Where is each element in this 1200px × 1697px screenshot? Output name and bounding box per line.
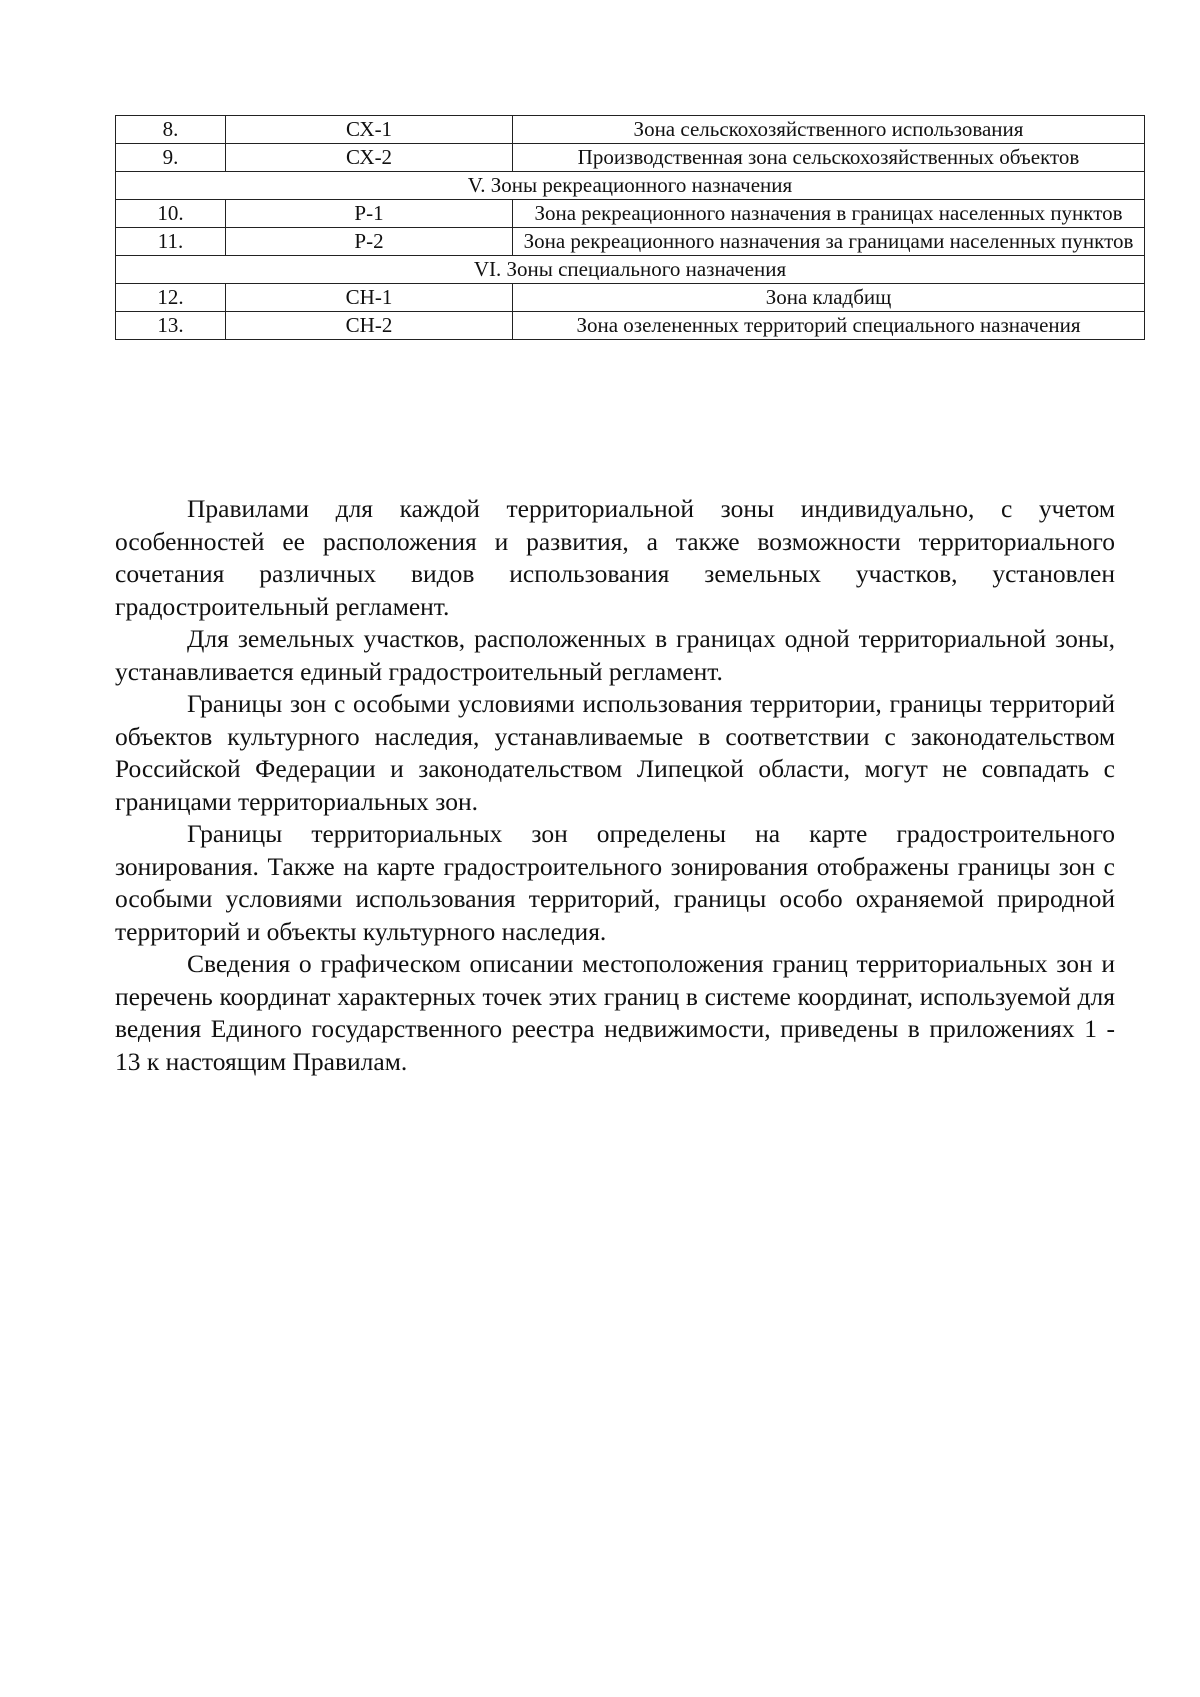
row-number: 8. [116,116,226,144]
zone-name: Зона озелененных территорий специального назначения [513,312,1145,340]
section-title: V. Зоны рекреационного назначения [116,172,1145,200]
zone-name: Производственная зона сельскохозяйственных объектов [513,144,1145,172]
zone-name: Зона сельскохозяйственного использования [513,116,1145,144]
zone-name: Зона рекреационного назначения в границах населенных пунктов [513,200,1145,228]
zone-code: СН-2 [226,312,513,340]
table-row [116,116,1145,144]
body-text [115,493,1115,1078]
paragraph: Границы зон с особыми условиями использования территории, границы территорий объектов культурного наследия, устанавливаемые в соответствии с законодательством Российской Федерации и законодательством Липецкой области, могут не совпадать с границами территориальных зон. [115,689,1115,816]
paragraph: Правилами для каждой территориальной зоны индивидуально, с учетом особенностей ее расположения и развития, а также возможности территориального сочетания различных видов использования земельных участков, установлен градостроительный регламент. [115,494,1115,621]
row-number: 9. [116,144,226,172]
section-title: VI. Зоны специального назначения [116,256,1145,284]
zone-code: СХ-1 [226,116,513,144]
zone-code: СН-1 [226,284,513,312]
zone-name: Зона кладбищ [513,284,1145,312]
table-row [116,312,1145,340]
section-row [116,172,1145,200]
table-row [116,200,1145,228]
row-number: 13. [116,312,226,340]
table-row [116,144,1145,172]
zone-code: Р-1 [226,200,513,228]
paragraph: Для земельных участков, расположенных в границах одной территориальной зоны, устанавливается единый градостроительный регламент. [115,624,1115,686]
section-row [116,256,1145,284]
zones-table [115,115,1145,340]
zone-code: Р-2 [226,228,513,256]
table-row [116,284,1145,312]
paragraph: Сведения о графическом описании местоположения границ территориальных зон и перечень координат характерных точек этих границ в системе координат, используемой для ведения Единого государственного реестра недвижимости, приведены в приложениях 1 - 13 к настоящим Правилам. [115,949,1115,1076]
row-number: 11. [116,228,226,256]
paragraph: Границы территориальных зон определены на карте градостроительного зонирования. Также на карте градостроительного зонирования отображены границы зон с особыми условиями использования территорий, границы особо охраняемой природной территорий и объекты культурного наследия. [115,819,1115,946]
row-number: 12. [116,284,226,312]
zone-name: Зона рекреационного назначения за границами населенных пунктов [513,228,1145,256]
table-row [116,228,1145,256]
zone-code: СХ-2 [226,144,513,172]
row-number: 10. [116,200,226,228]
